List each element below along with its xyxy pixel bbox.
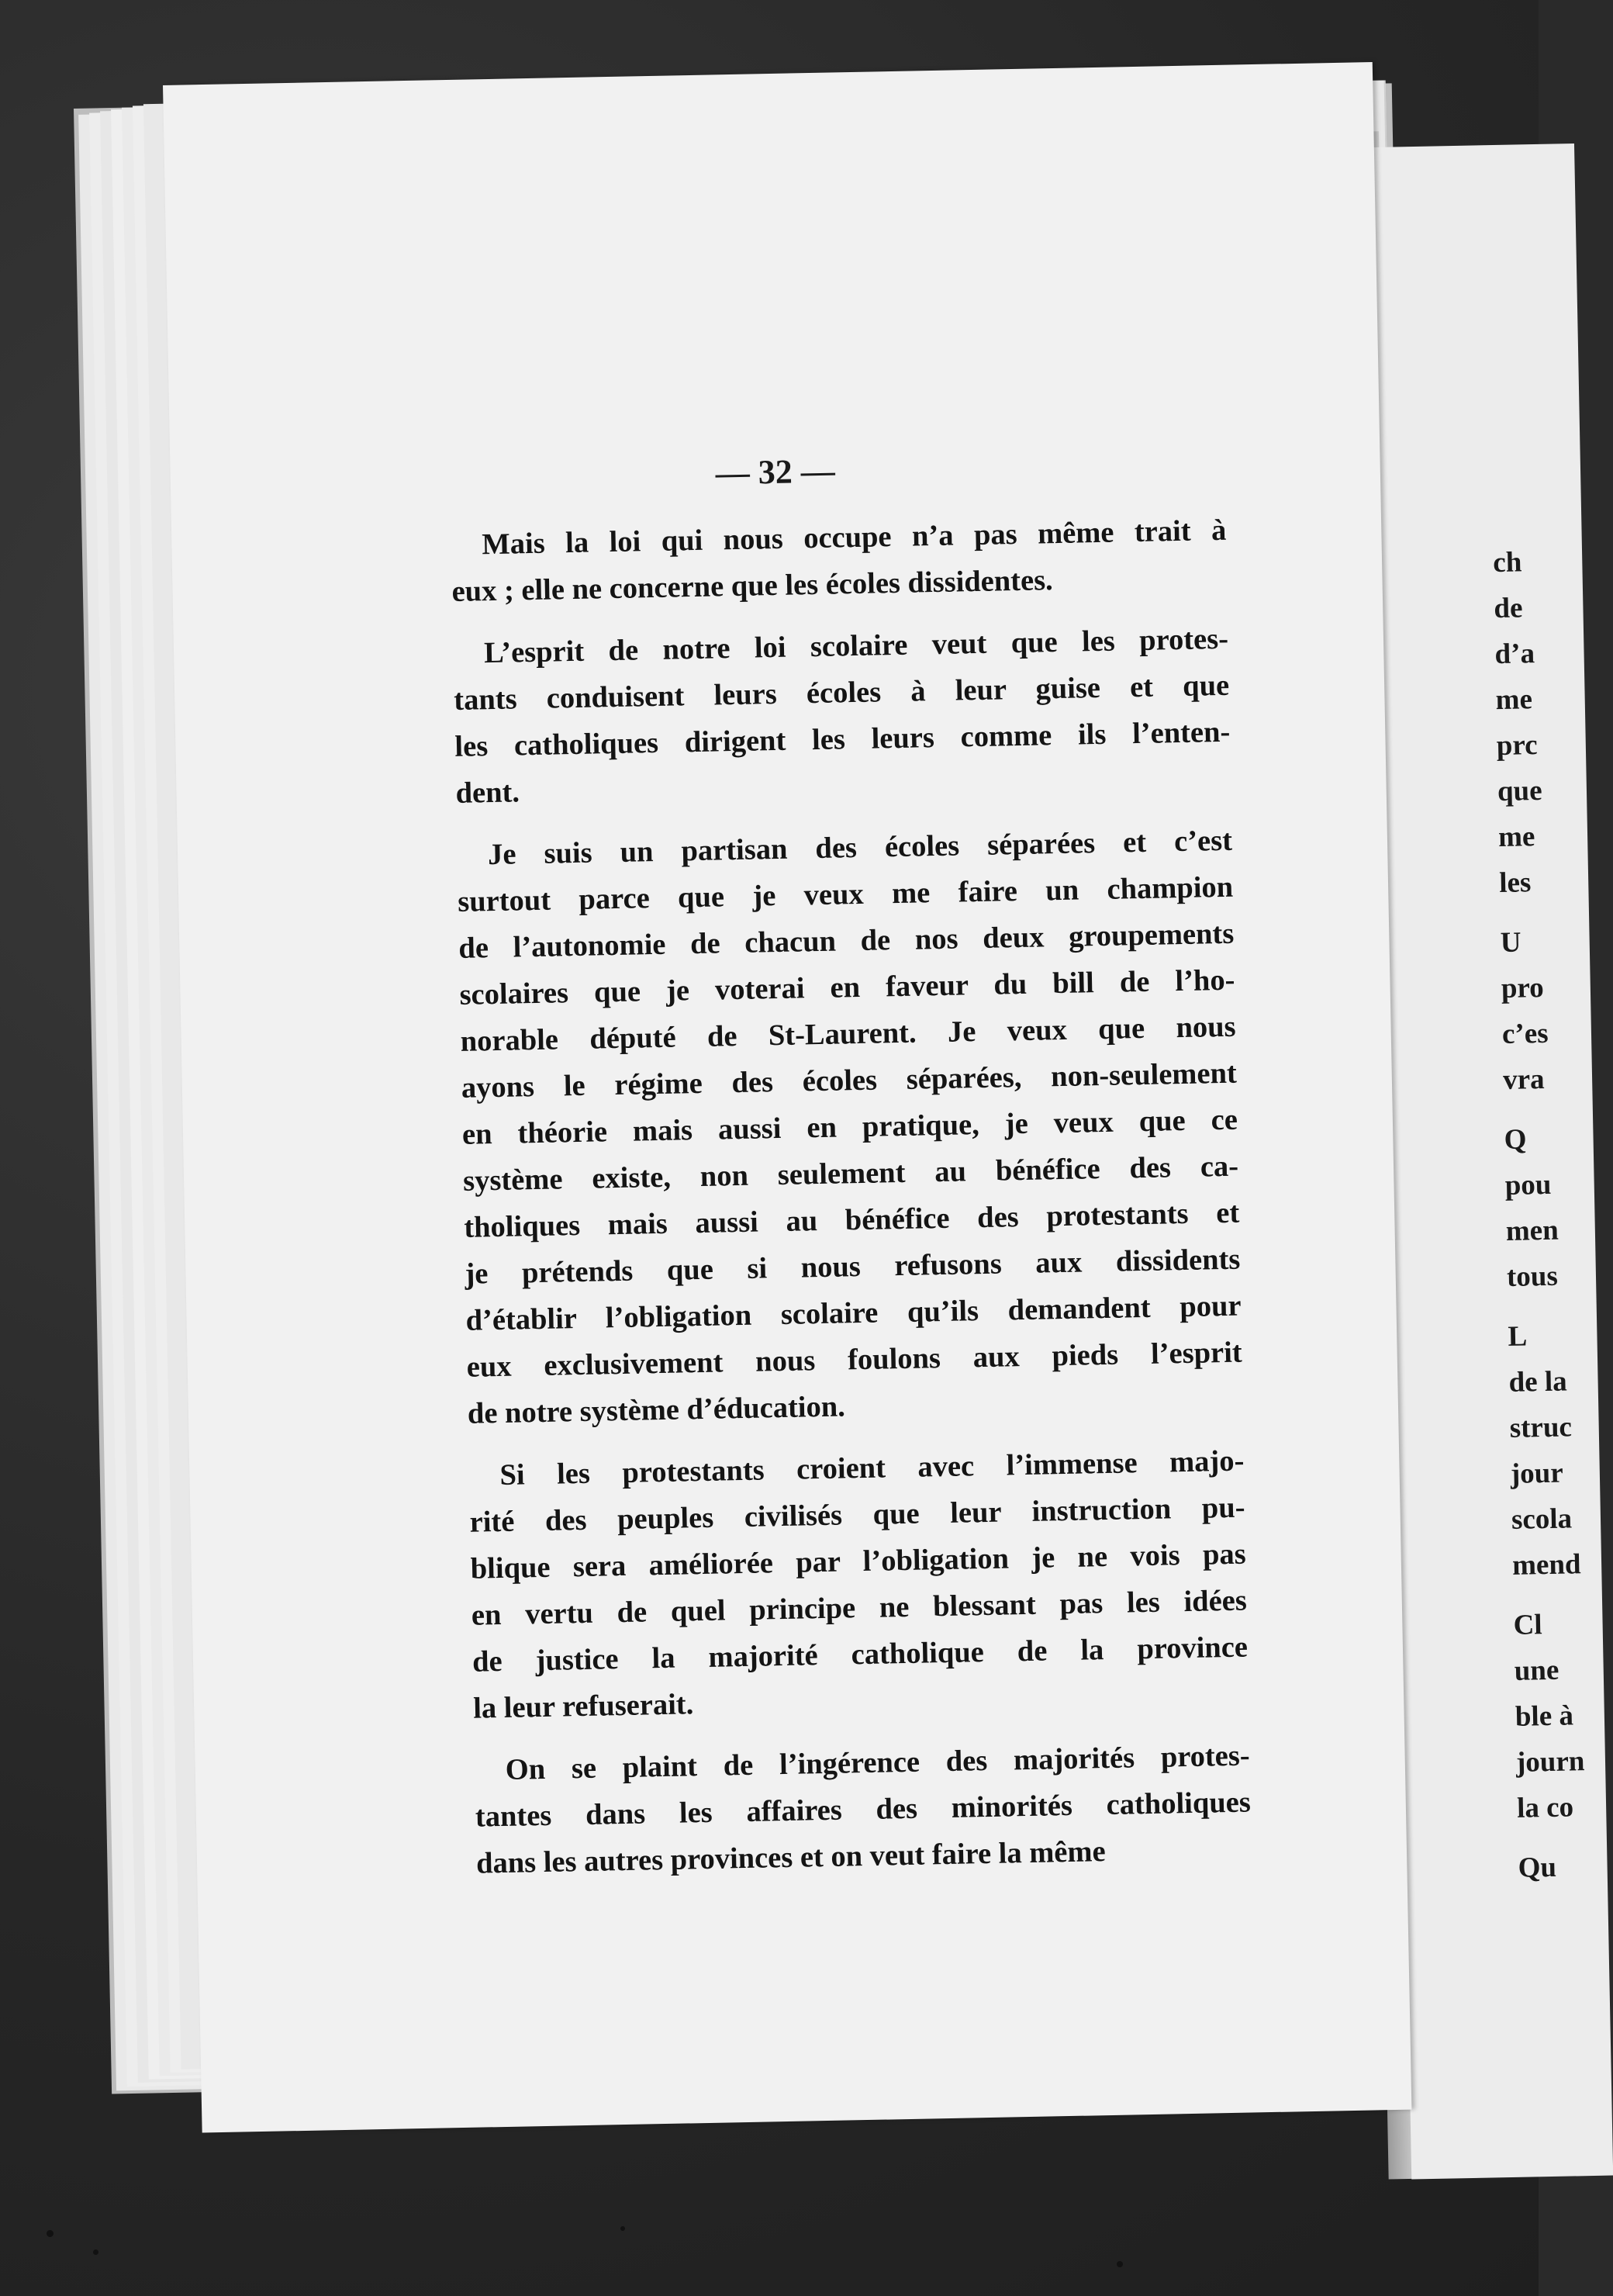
facing-page-text-fragment: les	[1498, 866, 1532, 900]
text-line: Mais la loi qui nous occupe n’a pas même trait à	[482, 513, 1227, 562]
text-line: blique sera améliorée par l’obligation je ne vois pas	[470, 1537, 1247, 1585]
text-line: de l’autonomie de chacun de nos deux groupements	[458, 917, 1235, 965]
facing-page-text-fragment: tous	[1506, 1260, 1559, 1293]
facing-page-text-fragment: de	[1494, 592, 1523, 625]
facing-page-text-fragment: la co	[1516, 1791, 1574, 1824]
facing-page-text-fragment: mend	[1511, 1548, 1581, 1582]
facing-page-text-fragment: pou	[1504, 1168, 1552, 1202]
text-line: L’esprit de notre loi scolaire veut que les protes-	[483, 622, 1229, 670]
text-line: tants conduisent leurs écoles à leur guise et que	[453, 669, 1230, 717]
paragraph	[468, 1438, 1249, 1732]
text-line: Je suis un partisan des écoles séparées et c’est	[487, 824, 1233, 872]
paragraph	[453, 616, 1231, 817]
text-line: eux exclusivement nous foulons aux pieds l’esprit	[466, 1336, 1243, 1384]
page-text	[451, 507, 1252, 1903]
paragraph	[451, 507, 1228, 615]
page-number: — 32 —	[715, 451, 836, 493]
facing-page-text-fragment: men	[1505, 1214, 1559, 1247]
text-line: On se plaint de l’ingérence des majorités protes-	[505, 1739, 1251, 1786]
facing-page-text-fragment: scola	[1511, 1502, 1573, 1536]
text-line: rité des peuples civilisés que leur instruction pu-	[469, 1491, 1245, 1539]
facing-page	[1373, 144, 1613, 2180]
dust-speck	[1117, 2261, 1123, 2267]
text-line: de notre système d’éducation.	[467, 1390, 846, 1430]
facing-page-text-fragment: Cl	[1513, 1609, 1542, 1641]
facing-page-text-fragment: me	[1495, 683, 1533, 717]
book-page	[163, 62, 1411, 2132]
text-line: ayons le régime des écoles séparées, non-seulement	[461, 1056, 1238, 1105]
text-line: dent.	[455, 776, 520, 810]
text-line: de justice la majorité catholique de la province	[471, 1630, 1249, 1679]
facing-page-text-fragment: ble à	[1515, 1700, 1574, 1733]
facing-page-text-fragment: U	[1500, 926, 1521, 960]
text-line: les catholiques dirigent les leurs comme ils l’enten-	[454, 715, 1231, 763]
dust-speck	[93, 2249, 98, 2255]
text-line: système existe, non seulement au bénéfice des ca-	[462, 1150, 1239, 1198]
facing-page-text-fragment: vra	[1502, 1063, 1545, 1096]
text-line: eux ; elle ne concerne que les écoles dissidentes.	[451, 564, 1054, 608]
facing-page-text-fragment: pro	[1501, 971, 1545, 1005]
facing-page-text-fragment: me	[1497, 821, 1535, 854]
dust-speck	[47, 2230, 54, 2237]
dust-speck	[620, 2226, 625, 2231]
text-line: je prétends que si nous refusons aux dissidents	[465, 1243, 1241, 1291]
text-line: tantes dans les affaires des minorités catholiques	[475, 1786, 1252, 1834]
text-line: dans les autres provinces et on veut faire la même	[475, 1835, 1106, 1880]
facing-page-text-fragment: struc	[1509, 1411, 1573, 1444]
facing-page-text-fragment: Qu	[1518, 1851, 1557, 1884]
facing-page-text-fragment: L	[1508, 1320, 1528, 1353]
facing-page-text-fragment: une	[1514, 1654, 1559, 1687]
text-line: surtout parce que je veux me faire un champion	[457, 870, 1234, 918]
facing-page-text-fragment: prc	[1496, 729, 1538, 762]
paragraph	[474, 1732, 1252, 1886]
text-line: scolaires que je voterai en faveur du bill de l’ho-	[459, 963, 1235, 1011]
facing-page-text-fragment: que	[1497, 774, 1542, 808]
text-line: en vertu de quel principe ne blessant pas les idées	[471, 1584, 1248, 1632]
facing-page-text-fragment: Q	[1504, 1123, 1527, 1156]
text-line: tholiques mais aussi au bénéfice des protestants et	[463, 1196, 1240, 1244]
text-line: la leur refuserait.	[472, 1688, 694, 1725]
facing-page-text-fragment: c’es	[1501, 1017, 1549, 1051]
facing-page-text-fragment: jour	[1510, 1457, 1564, 1490]
facing-page-text-fragment: journ	[1515, 1745, 1585, 1779]
text-line: Si les protestants croient avec l’immense majo-	[499, 1444, 1245, 1492]
text-line: d’établir l’obligation scolaire qu’ils demandent pour	[465, 1289, 1242, 1337]
text-line: norable député de St-Laurent. Je veux que nous	[460, 1010, 1236, 1058]
text-line: en théorie mais aussi en pratique, je veux que ce	[461, 1103, 1238, 1151]
paragraph	[457, 818, 1244, 1437]
facing-page-text-fragment: ch	[1492, 546, 1522, 579]
facing-page-text-fragment: de la	[1508, 1365, 1568, 1399]
facing-page-text-fragment: d’a	[1494, 638, 1535, 671]
